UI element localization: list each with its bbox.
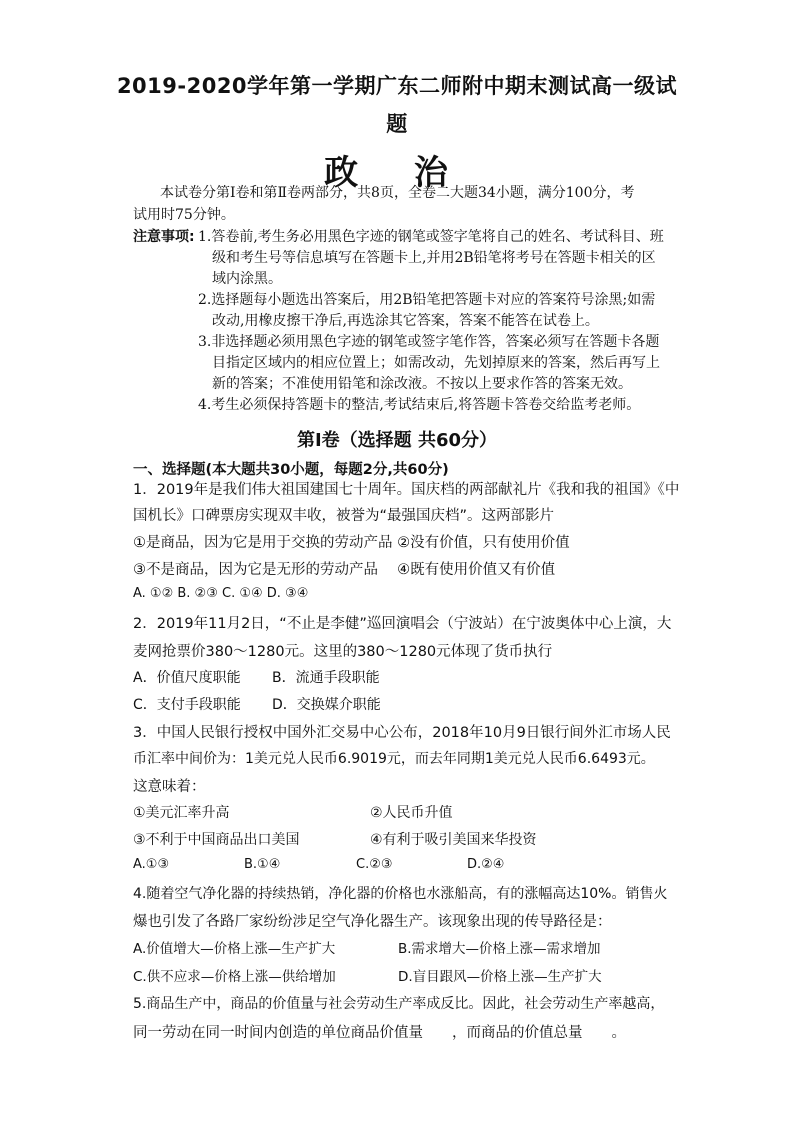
q1-answers: A. ①② B. ②③ C. ①④ D. ③④: [133, 586, 309, 601]
q4-option-d: D.盲目跟风—价格上涨—生产扩大: [398, 969, 602, 985]
note-line: 3.非选择题必须用黑色字迹的钢笔或签字笔作答，答案必须写在答题卡各题: [198, 334, 660, 350]
q4-option-b: B.需求增大—价格上涨—需求增加: [398, 941, 601, 957]
note-line: 目指定区域内的相应位置上；如需改动，先划掉原来的答案，然后再写上: [212, 355, 660, 371]
q3-option-d: D.②④: [467, 857, 505, 872]
section-heading: 一、选择题(本大题共30小题，每题2分,共60分): [133, 462, 449, 478]
note-line: 1.答卷前,考生务必用黑色字迹的钢笔或签字笔将自己的姓名、考试科目、班: [198, 229, 664, 245]
q3-line3: 这意味着：: [133, 779, 206, 795]
q3-option-b: B.①④: [244, 857, 281, 872]
note-item-4: [198, 395, 678, 416]
note-line: 2.选择题每小题选出答案后，用2B铅笔把答题卡对应的答案符号涂黑;如需: [198, 292, 656, 308]
q5-line2: 同一劳动在同一时间内创造的单位商品价值量 ，而商品的价值总量 。: [133, 1025, 626, 1041]
q2-option-a: A．价值尺度职能: [133, 670, 241, 686]
q1-line2: 国机长》口碑票房实现双丰收，被誉为“最强国庆档”。这两部影片: [133, 508, 555, 524]
q1-options-row2: ③不是商品，因为它是无形的劳动产品 ④既有使用价值又有价值: [133, 562, 556, 578]
q3-option-a: A.①③: [133, 857, 170, 872]
q2-option-c: C．支付手段职能: [133, 697, 241, 713]
exam-title-line1: 2019-2020学年第一学期广东二师附中期末测试高一级试: [116, 74, 678, 98]
notes-label: 注意事项:: [133, 229, 195, 245]
q3-option-c: C.②③: [356, 857, 393, 872]
note-item-3: [198, 332, 678, 395]
q3-line1: 3．中国人民银行授权中国外汇交易中心公布，2018年10月9日银行间外汇市场人民: [133, 725, 671, 741]
q4-option-a: A.价值增大—价格上涨—生产扩大: [133, 941, 336, 957]
q2-option-b: B．流通手段职能: [272, 670, 380, 686]
note-item-1: [198, 227, 678, 290]
q2-line2: 麦网抢票价380～1280元。这里的380～1280元体现了货币执行: [133, 644, 553, 660]
q1-line1: 1．2019年是我们伟大祖国建国七十周年。国庆档的两部献礼片《我和我的祖国》《中: [133, 482, 680, 498]
intro-line2: 试用时75分钟。: [133, 207, 235, 223]
q2-line1: 2．2019年11月2日，“不止是李健”巡回演唱会（宁波站）在宁波奥体中心上演，大: [133, 616, 672, 632]
note-line: 改动,用橡皮擦干净后,再选涂其它答案，答案不能答在试卷上。: [212, 313, 599, 329]
subject-title: 政 治: [324, 153, 470, 193]
note-line: 新的答案；不准使用铅笔和涂改液。不按以上要求作答的答案无效。: [212, 376, 632, 392]
q3-statement-1: ①美元汇率升高: [133, 805, 230, 821]
section-title: 第Ⅰ卷（选择题 共60分）: [296, 430, 497, 451]
q3-line2: 币汇率中间价为：1美元兑人民币6.9019元，而去年同期1美元兑人民币6.6493元。: [133, 751, 655, 767]
q4-line1: 4.随着空气净化器的持续热销，净化器的价格也水涨船高，有的涨幅高达10%。销售火: [133, 886, 668, 902]
intro-line1: 本试卷分第Ⅰ卷和第Ⅱ卷两部分，共8页，全卷二大题34小题，满分100分，考: [160, 185, 635, 201]
note-line: 级和考生号等信息填写在答题卡上,并用2B铅笔将考号在答题卡相关的区: [212, 250, 656, 266]
q4-option-c: C.供不应求—价格上涨—供给增加: [133, 969, 336, 985]
q3-statement-2: ②人民币升值: [370, 805, 453, 821]
q1-options-row1: ①是商品，因为它是用于交换的劳动产品 ②没有价值，只有使用价值: [133, 535, 570, 551]
note-item-2: [198, 290, 678, 332]
q4-line2: 爆也引发了各路厂家纷纷涉足空气净化器生产。该现象出现的传导路径是：: [133, 914, 612, 930]
note-line: 4.考生必须保持答题卡的整洁,考试结束后,将答题卡答卷交给监考老师。: [198, 397, 641, 413]
q2-option-d: D．交换媒介职能: [272, 697, 381, 713]
note-line: 域内涂黑。: [212, 271, 282, 287]
exam-title-line2: 题: [386, 112, 408, 136]
q5-line1: 5.商品生产中，商品的价值量与社会劳动生产率成反比。因此，社会劳动生产率越高，: [133, 996, 665, 1012]
q3-statement-3: ③不利于中国商品出口美国: [133, 832, 300, 848]
q3-statement-4: ④有利于吸引美国来华投资: [370, 832, 537, 848]
